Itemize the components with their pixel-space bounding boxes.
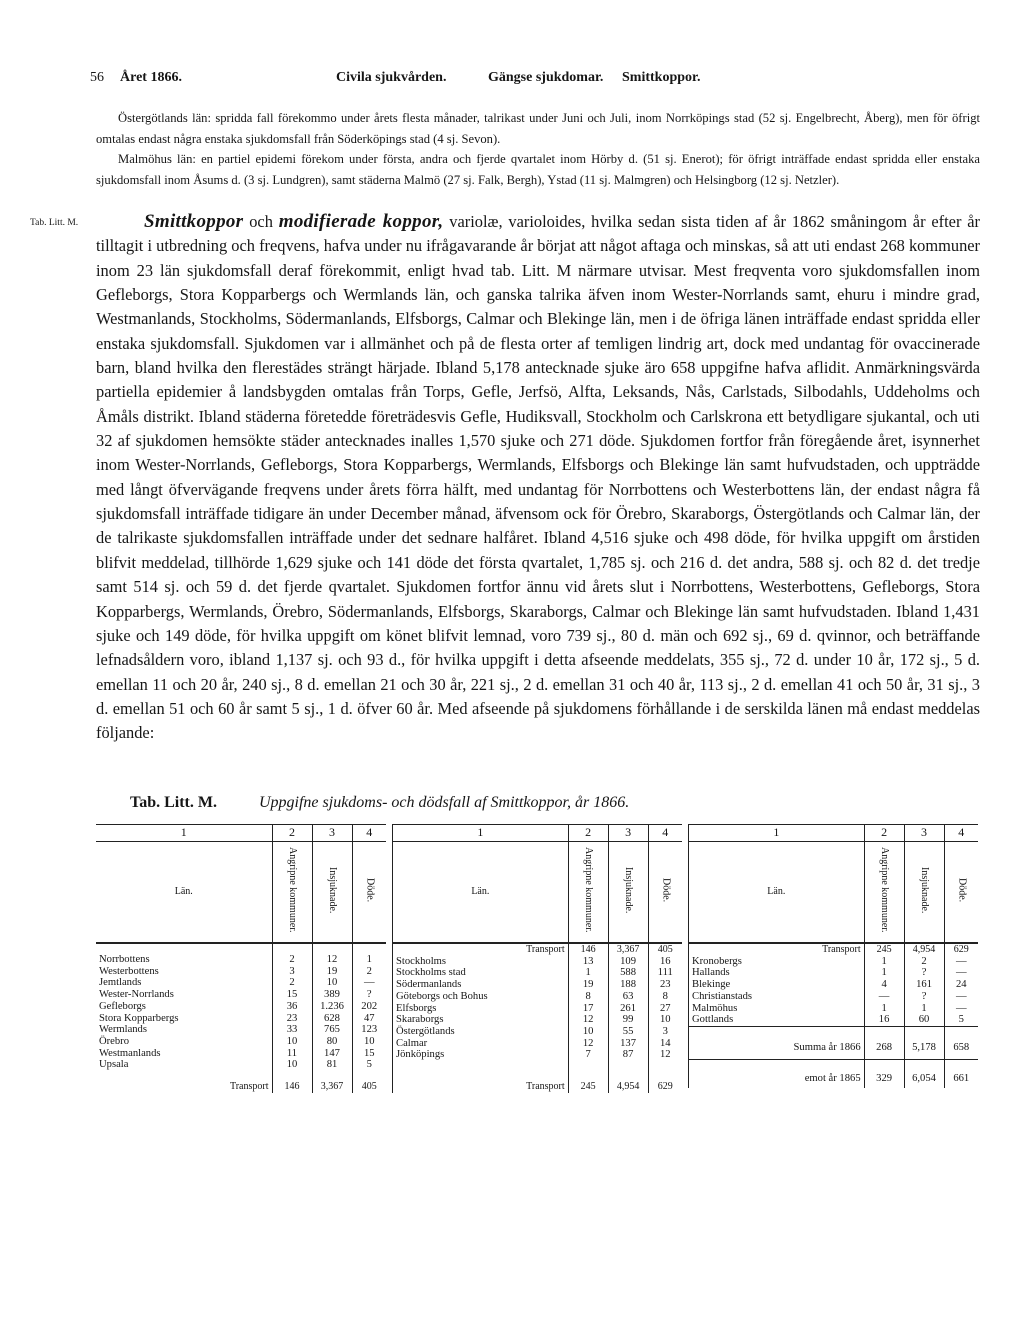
- table-row: Malmöhus 1 1 —: [689, 1003, 979, 1015]
- colnum-2: 2: [864, 825, 904, 842]
- table-row: Örebro 10 80 10: [96, 1036, 386, 1048]
- transport-row: Transport 146 3,367 405: [393, 943, 683, 956]
- table-row: Jemtlands 2 10 —: [96, 977, 386, 989]
- colnum-3: 3: [608, 825, 648, 842]
- subsection-heading: Gängse sjukdomar.: [488, 70, 604, 85]
- header-dode: Döde.: [364, 878, 376, 903]
- intro-paragraph-ostergotland: Östergötlands län: spridda fall förekommo under årets flesta månader, talrikast under Juni och Juli, inom Norrköpings stad (52 sj. Engelbrecht, Åberg), men för öfrigt omtalas endast några enstaka sjukdomsfall från Söderköpings stad (4 sj. Sevon).: [96, 111, 980, 146]
- header-lan: Län.: [96, 842, 272, 944]
- colnum-2: 2: [272, 825, 312, 842]
- table-row: Wermlands 33 765 123: [96, 1024, 386, 1036]
- colnum-1: 1: [393, 825, 569, 842]
- colnum-3: 3: [904, 825, 944, 842]
- colnum-4: 4: [944, 825, 978, 842]
- year-heading: Året 1866.: [120, 70, 182, 85]
- comparison-row: emot år 1865 329 6,054 661: [689, 1070, 979, 1088]
- table-row: Östergötlands 10 55 3: [393, 1026, 683, 1038]
- page-number: 56: [90, 70, 104, 85]
- table-row: Gottlands 16 60 5: [689, 1014, 979, 1026]
- header-lan: Län.: [393, 842, 569, 944]
- table-row: Göteborgs och Bohus 8 63 8: [393, 991, 683, 1003]
- colnum-4: 4: [352, 825, 386, 842]
- table-row: Blekinge 4 161 24: [689, 979, 979, 991]
- colnum-4: 4: [648, 825, 682, 842]
- table-row: Calmar 12 137 14: [393, 1038, 683, 1050]
- main-paragraph: [96, 210, 980, 746]
- header-kommuner: Angripne kommuner.: [583, 847, 595, 933]
- margin-note: Tab. Litt. M.: [30, 218, 79, 228]
- table-block-1: [96, 824, 386, 1093]
- header-dode: Döde.: [660, 878, 672, 903]
- header-insjuknade: Insjuknade.: [623, 866, 635, 914]
- colnum-1: 1: [689, 825, 865, 842]
- header-kommuner: Angripne kommuner.: [879, 847, 891, 933]
- transport-row: Transport 146 3,367 405: [96, 1081, 386, 1093]
- table-row: Wester-Norrlands 15 389 ?: [96, 989, 386, 1001]
- transport-row: Transport 245 4,954 629: [393, 1081, 683, 1093]
- table-title: Uppgifne sjukdoms- och dödsfall af Smittkoppor, år 1866.: [258, 794, 630, 811]
- section-heading: Civila sjukvården.: [336, 70, 447, 85]
- table-block-3: [688, 824, 978, 1088]
- header-lan: Län.: [689, 842, 865, 944]
- colnum-1: 1: [96, 825, 272, 842]
- table-row: Jönköpings 7 87 12: [393, 1049, 683, 1061]
- main-section: [96, 210, 980, 746]
- table-row: Södermanlands 19 188 23: [393, 979, 683, 991]
- intro-section: [96, 108, 980, 190]
- header-insjuknade: Insjuknade.: [919, 866, 931, 914]
- colnum-3: 3: [312, 825, 352, 842]
- table-row: Kronobergs 1 2 —: [689, 956, 979, 968]
- running-head: [90, 70, 970, 94]
- table-row: Stockholms stad 1 588 111: [393, 967, 683, 979]
- lead-connector: och: [243, 212, 279, 231]
- table-row: Gefleborgs 36 1.236 202: [96, 1001, 386, 1013]
- colnum-2: 2: [568, 825, 608, 842]
- table-block-2: [392, 824, 682, 1093]
- header-kommuner: Angripne kommuner.: [287, 847, 298, 933]
- summa-row: Summa år 1866 268 5,178 658: [689, 1037, 979, 1060]
- topic-heading: Smittkoppor.: [622, 70, 701, 85]
- lead-term-modifierade: modifierade koppor,: [278, 211, 444, 232]
- table-row: Stora Kopparbergs 23 628 47: [96, 1013, 386, 1025]
- lead-term-smittkoppor: Smittkoppor: [144, 211, 244, 232]
- table-row: Westerbottens 3 19 2: [96, 966, 386, 978]
- table-row: Elfsborgs 17 261 27: [393, 1003, 683, 1015]
- table-row: Stockholms 13 109 16: [393, 956, 683, 968]
- table-row: Westmanlands 11 147 15: [96, 1048, 386, 1060]
- table-row: Skaraborgs 12 99 10: [393, 1014, 683, 1026]
- header-insjuknade: Insjuknade.: [327, 866, 338, 914]
- intro-paragraph-malmohus: Malmöhus län: en partiel epidemi förekom under första, andra och fjerde qvartalet inom Hörby d. (51 sj. Enerot); för öfrigt inträffade endast spridda eller enstaka sjukdomsfall inom Åsums d. (3 sj. Lundgren), samt städerna Malmö (27 sj. Falk, Bergh), Ystad (11 sj. Malmgren) och Helsingborg (12 sj. Netzler).: [96, 152, 980, 187]
- header-dode: Döde.: [956, 878, 968, 903]
- table-row: Hallands 1 ? —: [689, 967, 979, 979]
- table-row: Christianstads — ? —: [689, 991, 979, 1003]
- table-label: Tab. Litt. M.: [130, 794, 217, 811]
- table-row: Norrbottens 2 12 1: [96, 954, 386, 966]
- transport-row: Transport 245 4,954 629: [689, 943, 979, 956]
- table-row: Upsala 10 81 5: [96, 1059, 386, 1071]
- main-text: variolæ, varioloides, hvilka sedan sista tiden af år 1862 småningom år efter år tilltagit i utbredning och freqvens, hafva under nu ifrågavarande år börjat att något aftaga och minskas, så att uti endast 268 kommuner inom 23 län sjukdomsfall deraf förekommit, enligt hvad tab. Litt. M närmare utvisar. Mest freqventa voro sjukdomsfallen inom Gefleborgs, Stora Kopparbergs och Wermlands län, och ganska talrika äfven inom Wester-Norrlands samt, ehuru i mindre grad, Westmanlands, Stockholms, Södermanlands, Elfsborgs, Calmar och Blekinge län, men i de öfriga länen inträffade endast spridda eller enstaka sjukdomsfall. Sjukdomen var i allmänhet och på de flesta orter af temligen lindrig art, dock med undantag för ovaccinerade barn, bland hvilka den flerestädes strängt härjade. Ibland 5,178 antecknade sjuke äro 658 uppgifne hafva aflidit. Anmärkningsvärda partiella epidemier å landsbygden omtalas från Torps, Gefle, Jerfsö, Alfta, Leksands, Nås, Carlstads, Silbodahls, Uddeholms och Åmåls distrikt. Ibland städerna företedde företrädesvis Gefle, Hudiksvall, Stockholm och Carlskrona ett betydligare sjukantal, och uti 32 af sjukdomen hemsökte städer antecknades inalles 1,570 sjuke och 271 döde. Sjukdomen fortfor från föregående året, isynnerhet inom Wester-Norrlands, Gefleborgs, Stora Kopparbergs, Wermlands, Elfsborgs och Blekinge län samt hufvudstaden, och uppträdde med långt öfvervägande freqvens under årets förra hälft, med undantag för Norrbottens och Westerbottens län, der endast några få sjukdomsfall inträffade tidigare än under December månad, äfvensom ock för Örebro, Skaraborgs, Östergötlands och Calmar län, der de talrikaste sjukdomsfallen inträffade under det sednare halfåret. Ibland 4,516 sjuke och 498 döde, för hvilka uppgift om årstiden blifvit meddelad, tillhörde 1,629 sjuke och 141 döde det första qvartalet, 1,785 sj. och 216 d. det andra, 588 sj. och 82 d. det tredje samt 514 sj. och 59 d. det fjerde qvartalet. Sjukdomen fortfor ännu vid årets slut i Norrbottens, Westerbottens, Gefleborgs, Stora Kopparbergs, Wermlands, Örebro, Södermanlands, Elfsborgs, Skaraborgs, Calmar och Blekinge län samt hufvudstaden. Ibland 1,431 sjuke och 149 döde, för hvilka uppgift om könet blifvit lemnad, voro 739 sj., 80 d. män och 692 sj., 69 d. qvinnor, och beträffande lefnadsåldern voro, ibland 1,137 sj. och 93 d., för hvilka uppgift i detta afseende meddelats, 355 sj., 72 d. under 10 år, 172 sj., 5 d. emellan 11 och 20 år, 240 sj., 8 d. emellan 21 och 30 år, 221 sj., 2 d. emellan 31 och 40 år, 113 sj., 2 d. emellan 41 och 50 år, 31 sj., 3 d. emellan 51 och 60 år samt 5 sj., 1 d. öfver 60 år. Med afseende på sjukdomens förhållande i de serskilda länen må endast meddelas följande:: [96, 212, 980, 743]
- table-caption: [130, 794, 629, 812]
